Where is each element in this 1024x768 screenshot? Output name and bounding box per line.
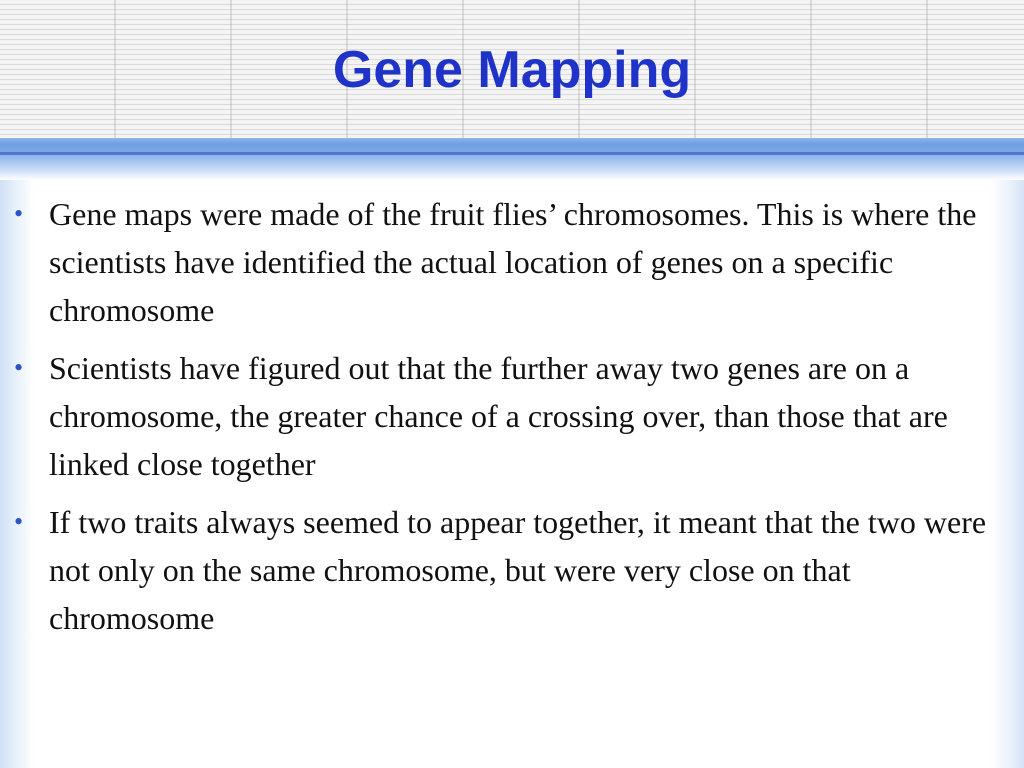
bullet-marker: • [14,353,24,382]
header-divider-rule [0,152,1024,155]
bullet-list [14,190,1014,652]
bullet-text: If two traits always seemed to appear together, it meant that the two were not only on the same chromosome, but were very close on that chromosome [49,504,987,636]
header-divider-bar [0,138,1024,180]
bullet-marker: • [14,199,24,228]
bullet-text: Gene maps were made of the fruit flies’ chromosomes. This is where the scientists have identified the actual location of genes on a specific chromosome [49,196,977,328]
slide-title: Gene Mapping [332,41,692,99]
bullet-item [14,498,1014,642]
bullet-item [14,344,1014,488]
bullet-text: Scientists have figured out that the further away two genes are on a chromosome, the greater chance of a crossing over, than those that are linked close together [49,350,948,482]
bullet-marker: • [14,507,24,536]
bullet-item [14,190,1014,334]
